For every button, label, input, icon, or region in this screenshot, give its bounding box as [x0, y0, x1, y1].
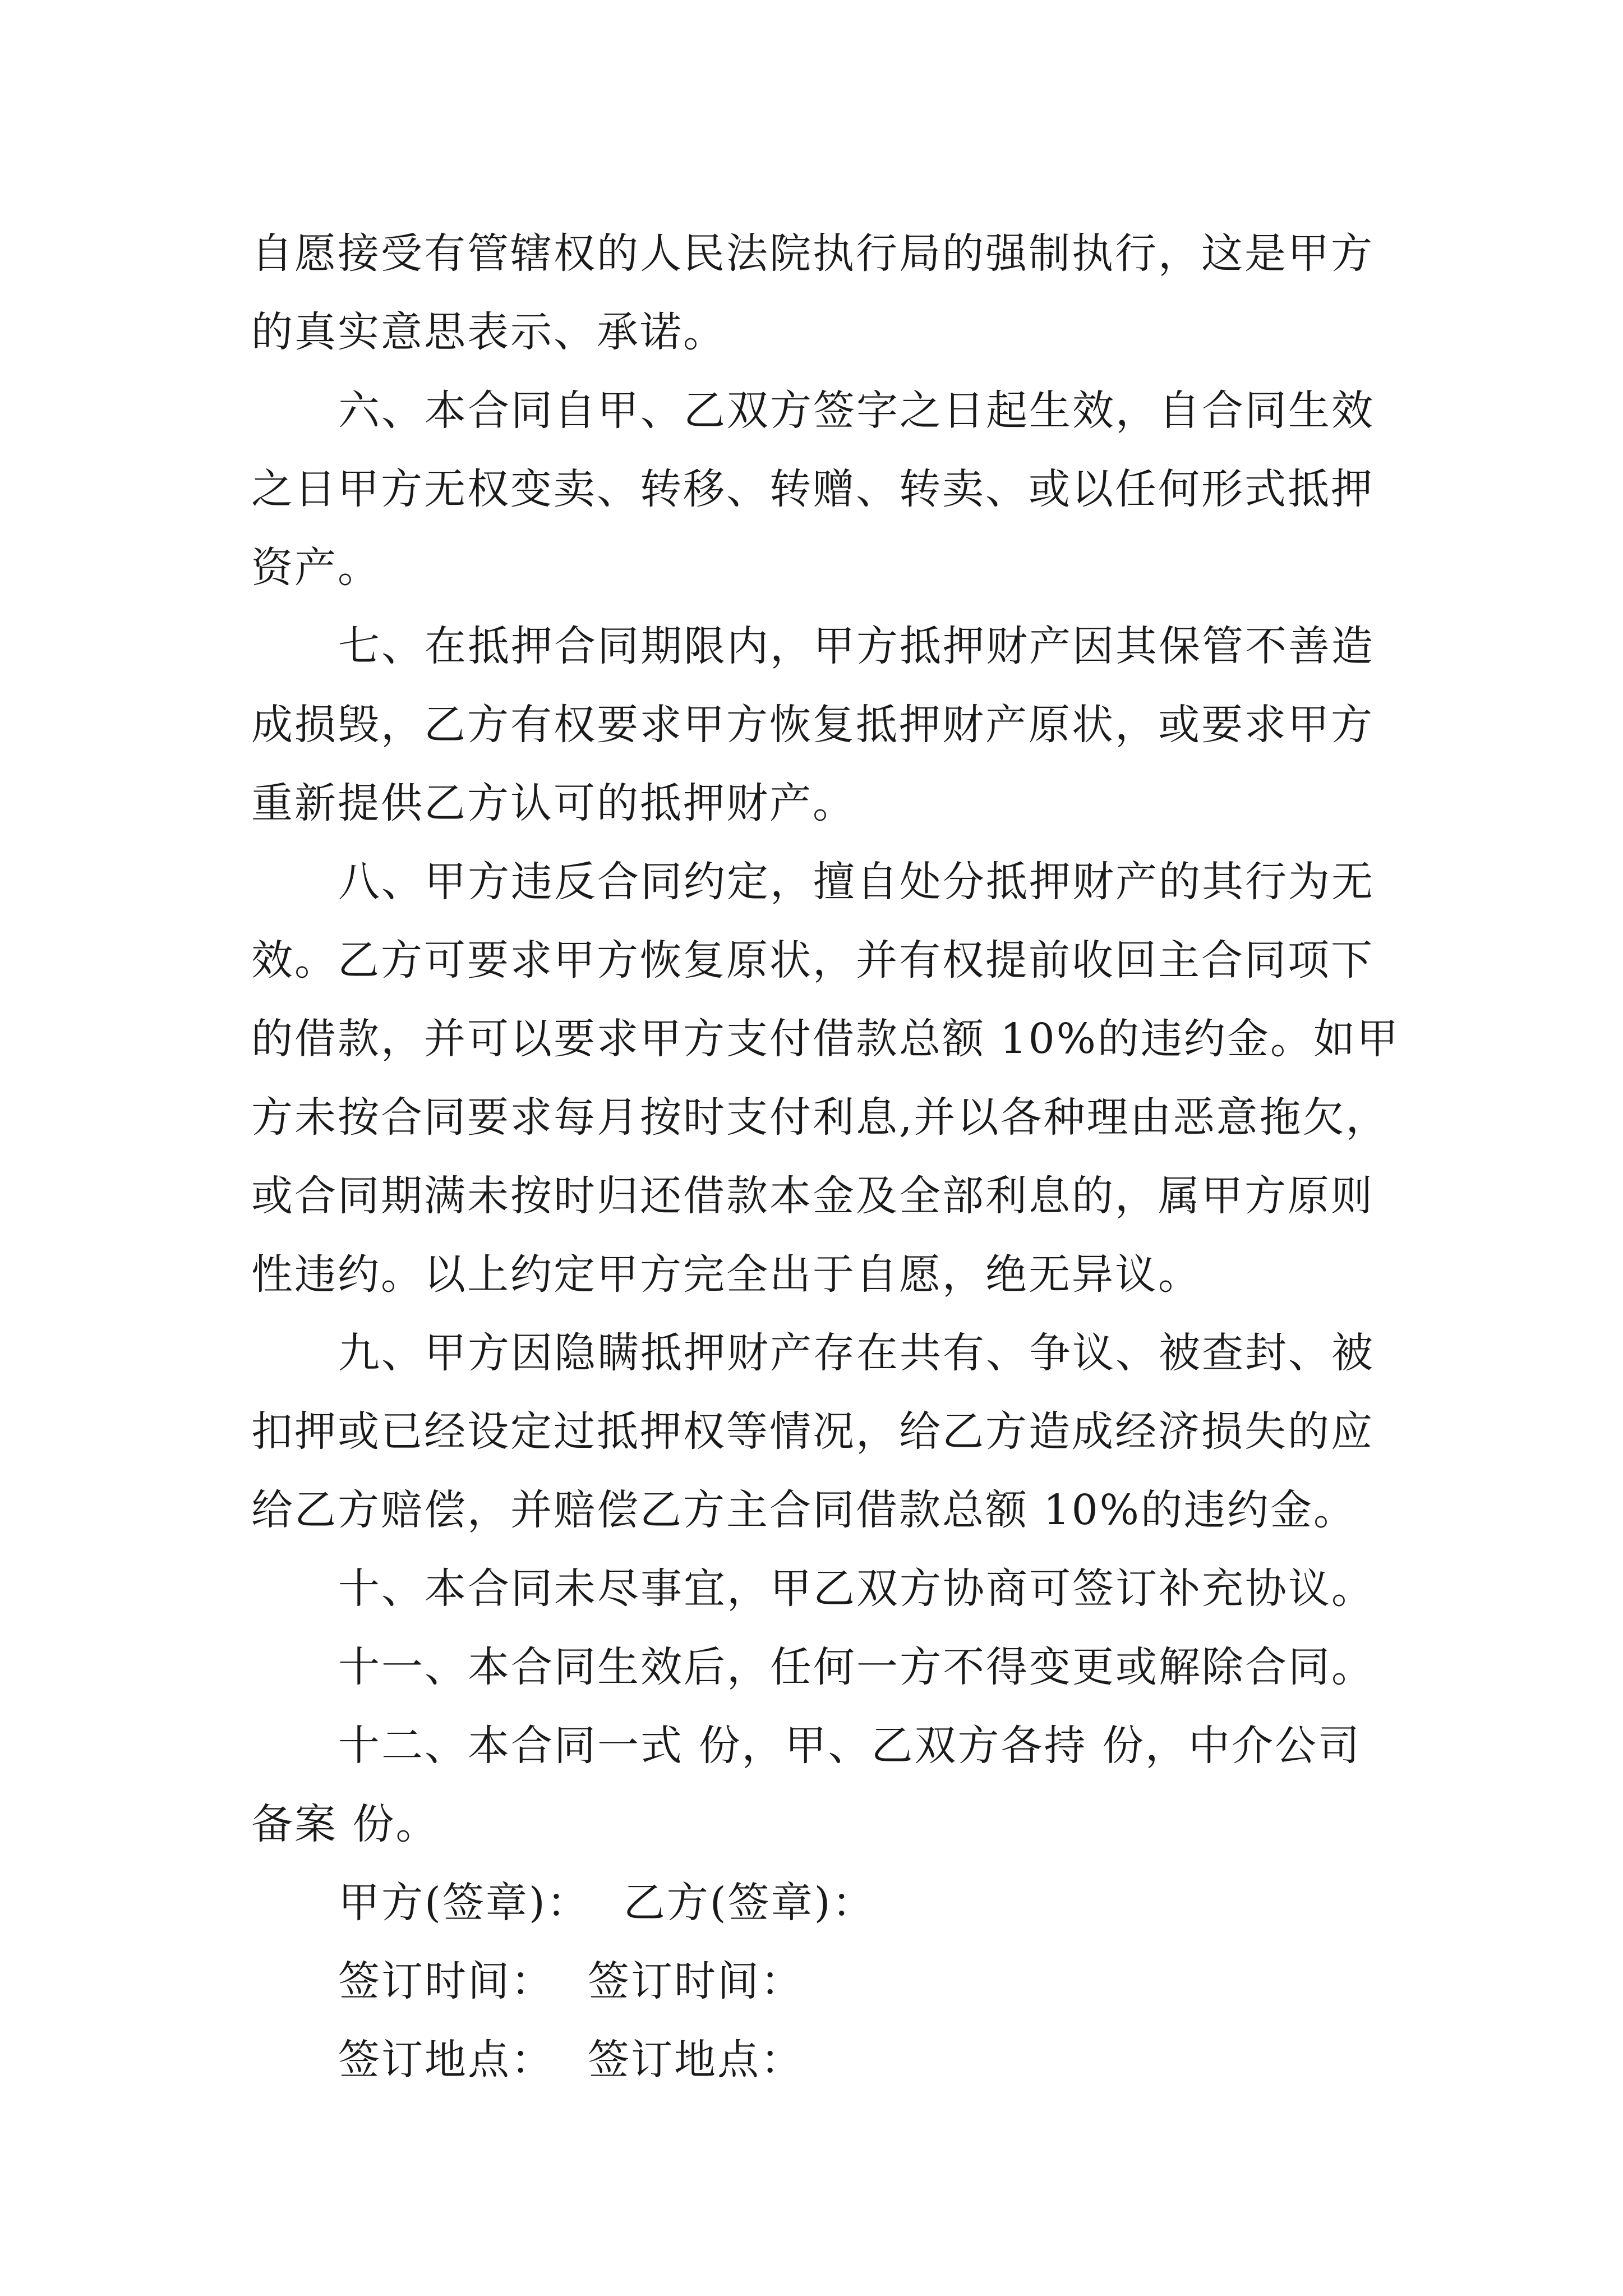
paragraph-line: 资产。	[251, 544, 381, 592]
paragraph-line: 方未按合同要求每月按时支付利息,并以各种理由恶意拖欠，	[251, 1093, 1389, 1142]
paragraph-line: 扣押或已经设定过抵押权等情况，给乙方造成经济损失的应	[251, 1407, 1374, 1456]
paragraph-line: 或合同期满未按时归还借款本金及全部利息的，属甲方原则	[251, 1172, 1374, 1220]
paragraph-line: 性违约。以上约定甲方完全出于自愿，绝无异议。	[251, 1250, 1201, 1299]
paragraph-line: 给乙方赔偿，并赔偿乙方主合同借款总额 10%的违约金。	[251, 1486, 1357, 1534]
paragraph-line: 八、甲方违反合同约定，擅自处分抵押财产的其行为无	[338, 858, 1375, 906]
paragraph-8	[251, 843, 1401, 1314]
paragraph-line: 的借款，并可以要求甲方支付借款总额 10%的违约金。如甲	[251, 1015, 1400, 1063]
paragraph-line: 效。乙方可要求甲方恢复原状，并有权提前收回主合同项下	[251, 936, 1374, 984]
party-a-seal-label: 甲方(签章)：	[338, 1879, 590, 1927]
paragraph-line: 十二、本合同一式 份，甲、乙双方各持 份，中介公司	[338, 1722, 1362, 1770]
party-a-place-label: 签订地点：	[338, 2036, 554, 2084]
party-b-seal-label: 乙方(签章)：	[623, 1879, 875, 1927]
paragraph-5-continued	[251, 214, 1401, 371]
paragraph-line: 自愿接受有管辖权的人民法院执行局的强制执行，这是甲方	[251, 229, 1374, 278]
party-b-place-label: 签订地点：	[588, 2036, 804, 2084]
paragraph-line: 成损毁，乙方有权要求甲方恢复抵押财产原状，或要求甲方	[251, 701, 1374, 749]
paragraph-line: 之日甲方无权变卖、转移、转赠、转卖、或以任何形式抵押	[251, 465, 1374, 513]
signature-time-row	[251, 1942, 1401, 2021]
paragraph-line: 重新提供乙方认可的抵押财产。	[251, 779, 856, 827]
paragraph-12	[251, 1706, 1401, 1864]
paragraph-11	[251, 1628, 1401, 1706]
party-b-time-label: 签订时间：	[588, 1957, 804, 2005]
paragraph-line: 六、本合同自甲、乙双方签字之日起生效，自合同生效	[338, 386, 1375, 435]
paragraph-line: 七、在抵押合同期限内，甲方抵押财产因其保管不善造	[338, 622, 1375, 670]
paragraph-line: 九、甲方因隐瞒抵押财产存在共有、争议、被查封、被	[338, 1329, 1375, 1377]
paragraph-line: 十一、本合同生效后，任何一方不得变更或解除合同。	[338, 1643, 1375, 1691]
paragraph-6	[251, 371, 1401, 607]
paragraph-7	[251, 607, 1401, 843]
signature-seal-row	[251, 1864, 1401, 1942]
contract-body	[251, 214, 1401, 2099]
paragraph-line: 备案 份。	[251, 1800, 439, 1848]
signature-place-row	[251, 2021, 1401, 2099]
paragraph-10	[251, 1549, 1401, 1628]
signature-block	[251, 1864, 1401, 2099]
paragraph-9	[251, 1314, 1401, 1549]
party-a-time-label: 签订时间：	[338, 1957, 554, 2005]
paragraph-line: 十、本合同未尽事宜，甲乙双方协商可签订补充协议。	[338, 1565, 1375, 1613]
paragraph-line: 的真实意思表示、承诺。	[251, 308, 726, 356]
